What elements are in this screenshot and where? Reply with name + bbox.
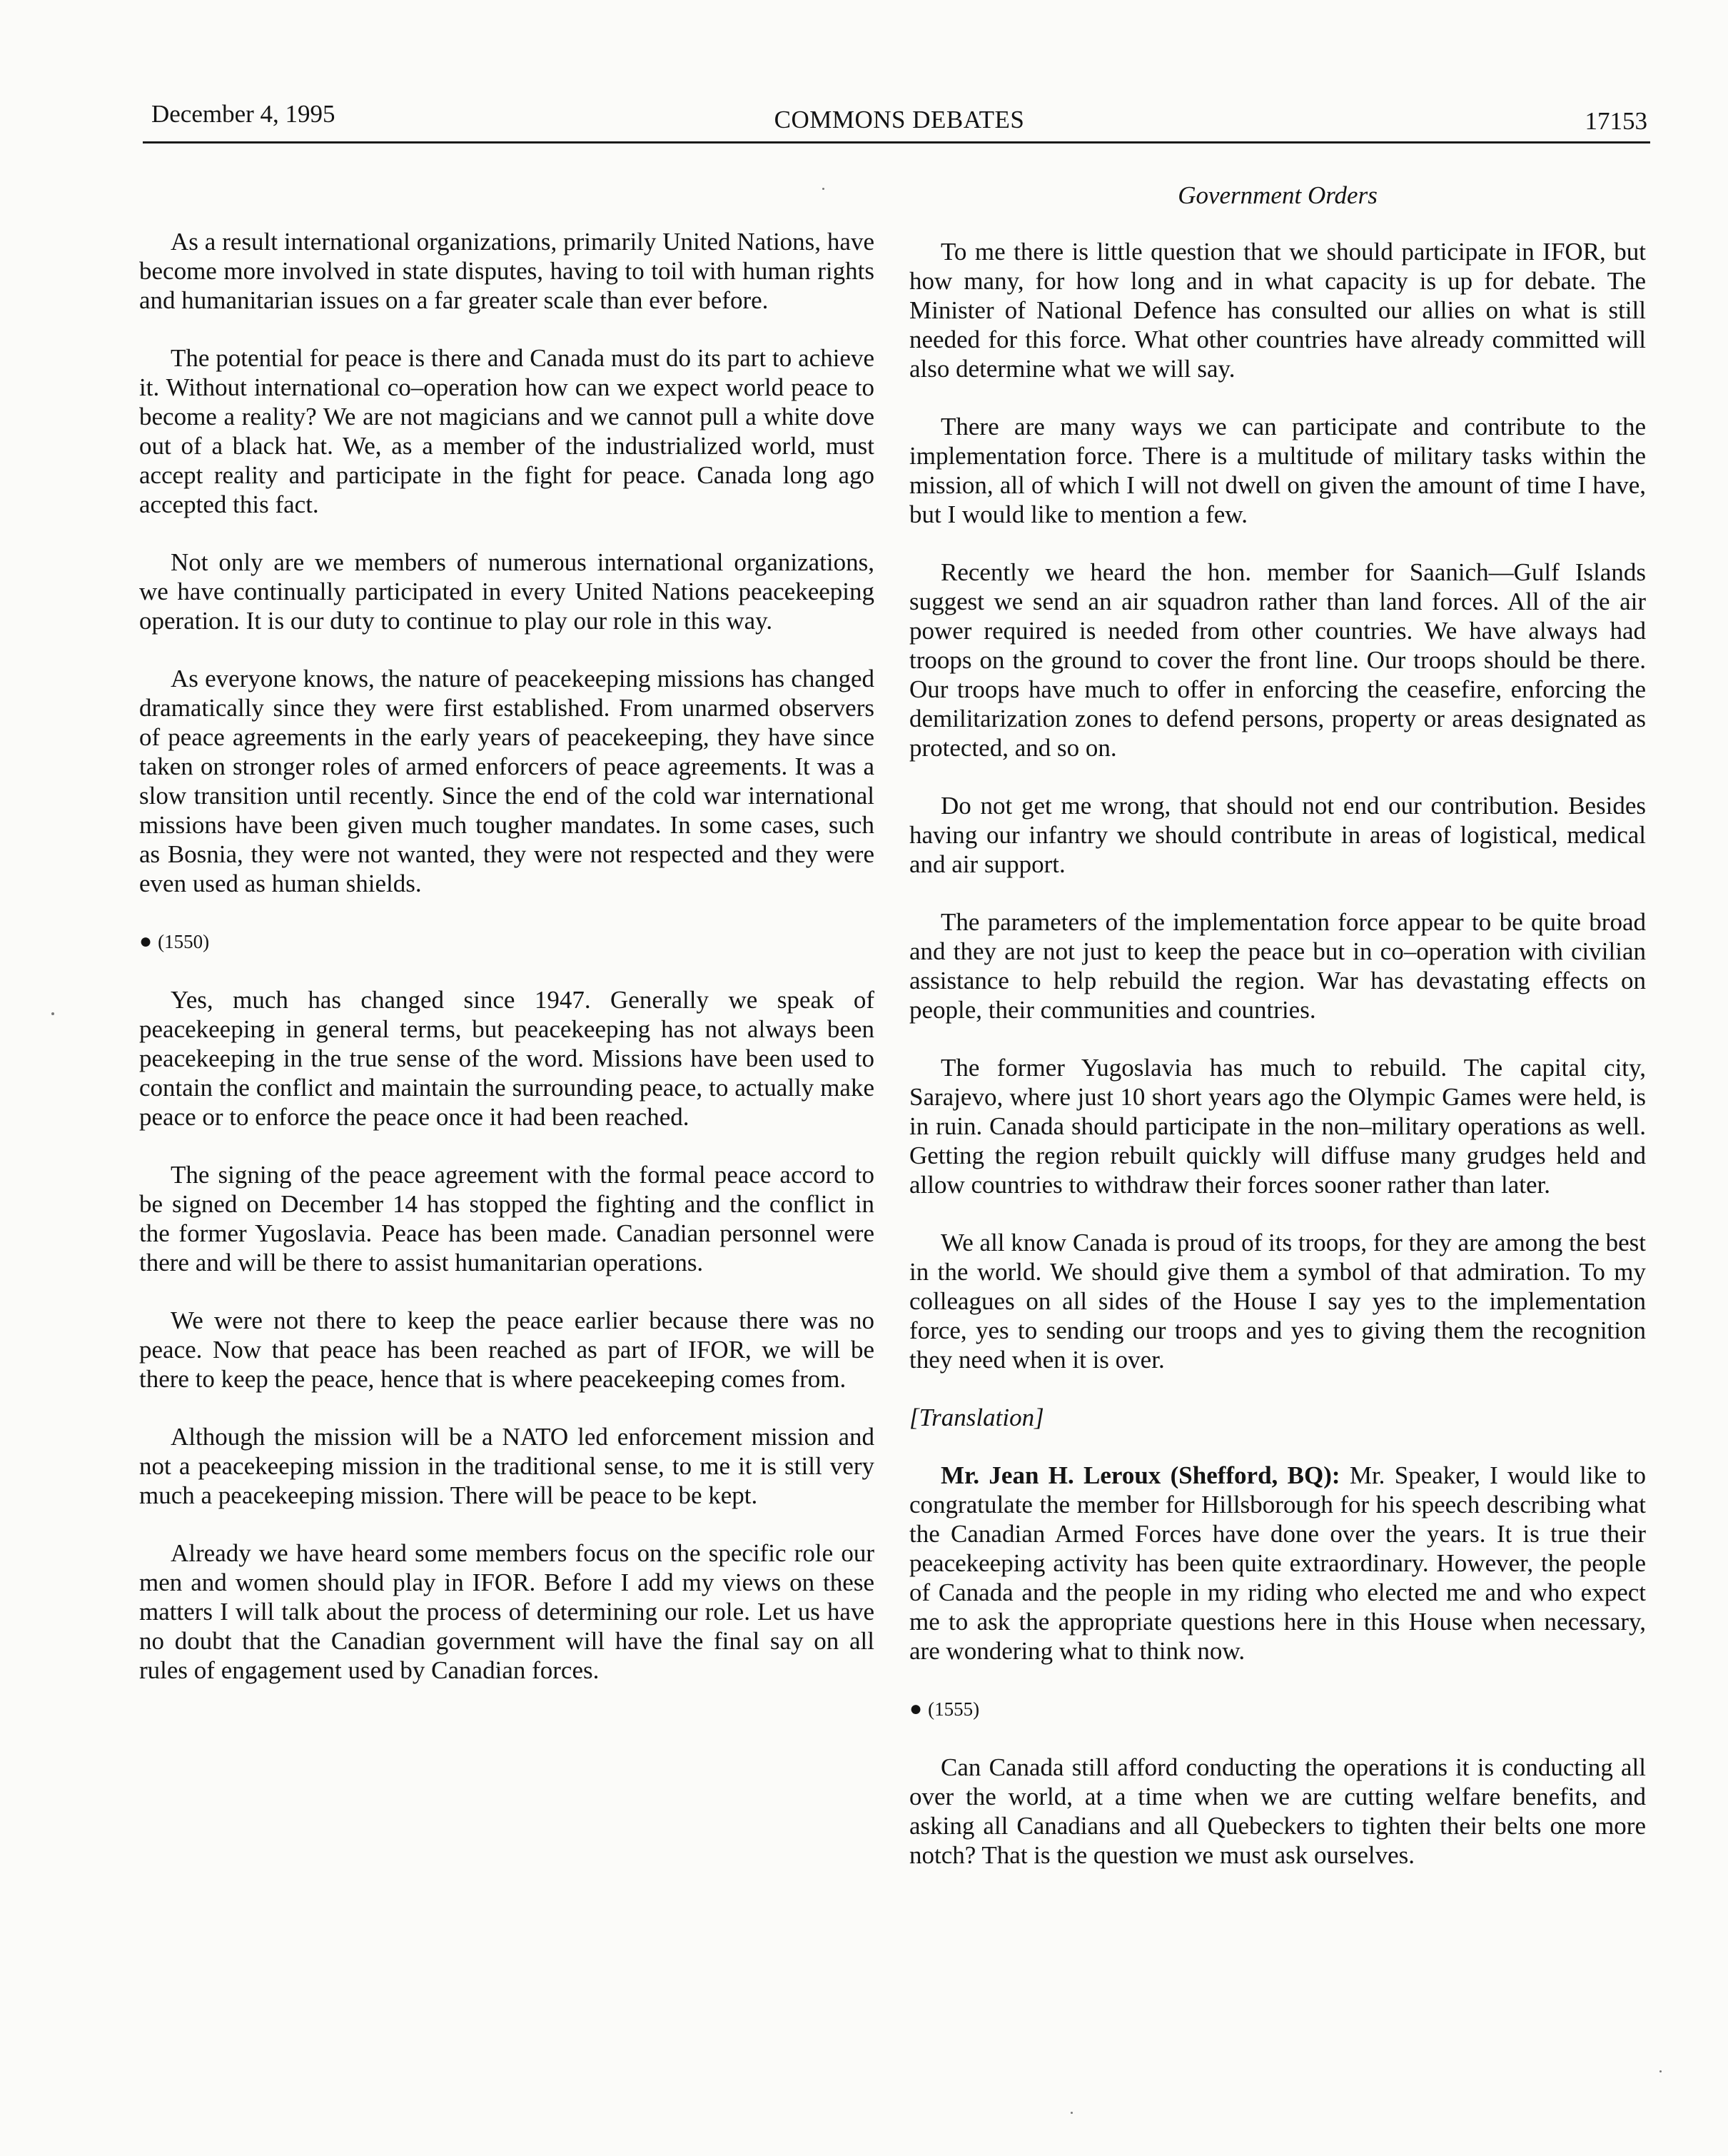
header-date: December 4, 1995 (151, 100, 335, 128)
paragraph: Already we have heard some members focus on the specific role our men and women should play in IFOR. Before I add my views on these matters I will talk about the process of determining our role. Let us have no doubt that the Canadian government will have the final say on all rules of engagement used by Canadian forces. (139, 1539, 874, 1684)
paragraph: Do not get me wrong, that should not end our contribution. Besides having our infantry we should contribute in areas of logistical, medical and air support. (909, 792, 1646, 878)
speech-text: Mr. Speaker, I would like to congratulate the member for Hillsborough for his speech describing what the Canadian Armed Forces have done over the years. It is true their peacekeeping activity has been quite extraordinary. However, the people of Canada and the people in my riding who elected me and who expect me to ask the appropriate questions here in this House when necessary, are wondering what to think now. (909, 1461, 1646, 1665)
paragraph: The former Yugoslavia has much to rebuild. The capital city, Sarajevo, where just 10 short years ago the Olympic Games were held, is in ruin. Canada should participate in the non–military operations as well. Getting the region rebuilt quickly will diffuse many grudges held and allow countries to withdraw their forces sooner rather than later. (909, 1054, 1646, 1199)
right-column (909, 237, 1646, 1898)
paragraph: The potential for peace is there and Canada must do its part to achieve it. Without international co–operation how can we expect world peace to become a reality? We are not magicians and we cannot pull a white dove out of a black hat. We, as a member of the industrialized world, must accept reality and participate in the fight for peace. Canada long ago accepted this fact. (139, 344, 874, 518)
paragraph: The parameters of the implementation force appear to be quite broad and they are not just to keep the peace but in co–operation with civilian assistance to help rebuild the region. War has devastating effects on people, their communities and countries. (909, 908, 1646, 1024)
time-marker-text: (1550) (158, 931, 210, 952)
paragraph: Not only are we members of numerous international organizations, we have continually participated in every United Nations peacekeeping operation. It is our duty to continue to play our role in this way. (139, 548, 874, 635)
section-heading: Government Orders (1178, 181, 1378, 209)
bullet-icon: ● (909, 1697, 923, 1721)
header-publication-title: COMMONS DEBATES (774, 106, 1025, 134)
paragraph: Although the mission will be a NATO led enforcement mission and not a peacekeeping mission in the traditional sense, to me it is still very much a peacekeeping mission. There will be peace to be kept. (139, 1423, 874, 1509)
paragraph: Can Canada still afford conducting the operations it is conducting all over the world, at a time when we are cutting welfare benefits, and asking all Canadians and all Quebeckers to tighten their belts one more notch? That is the question we must ask ourselves. (909, 1753, 1646, 1869)
paragraph: Yes, much has changed since 1947. Generally we speak of peacekeeping in general terms, but peacekeeping has not always been peacekeeping in the true sense of the word. Missions have been used to contain the conflict and maintain the surrounding peace, to actually make peace or to enforce the peace once it had been reached. (139, 986, 874, 1131)
paragraph: As everyone knows, the nature of peacekeeping missions has changed dramatically since they were first established. From unarmed observers of peace agreements in the early years of peacekeeping, they have since taken on stronger roles of armed enforcers of peace agreements. It was a slow transition until recently. Since the end of the cold war international missions have been given much tougher mandates. In some cases, such as Bosnia, they were not wanted, they were not respected and they were even used as human shields. (139, 665, 874, 897)
paragraph: We were not there to keep the peace earlier because there was no peace. Now that peace has been reached as part of IFOR, we will be there to keep the peace, hence that is where peacekeeping comes from. (139, 1306, 874, 1393)
paragraph: There are many ways we can participate and contribute to the implementation force. There is a multitude of military tasks within the mission, all of which I will not dwell on given the amount of time I have, but I would like to mention a few. (909, 413, 1646, 528)
left-column (139, 227, 874, 1713)
time-marker (909, 1694, 1646, 1724)
paragraph: To me there is little question that we should participate in IFOR, but how many, for how long and in what capacity is up for debate. The Minister of National Defence has consulted our allies on what is still needed for this force. What other countries have already committed will also determine what we will say. (909, 238, 1646, 383)
paragraph: We all know Canada is proud of its troops, for they are among the best in the world. We should give them a symbol of that admiration. To my colleagues on all sides of the House I say yes to the implementation force, yes to sending our troops and yes to giving them the recognition they need when it is over. (909, 1229, 1646, 1374)
header-rule (143, 141, 1650, 143)
scan-speck (1071, 2112, 1073, 2114)
scan-speck (822, 188, 824, 190)
page-header (151, 100, 1647, 144)
translation-note: [Translation] (909, 1404, 1044, 1431)
paragraph: As a result international organizations, primarily United Nations, have become more involved in state disputes, having to toil with human rights and humanitarian issues on a far greater scale than ever before. (139, 228, 874, 314)
header-page-number: 17153 (1585, 107, 1647, 135)
paragraph: Recently we heard the hon. member for Saanich—Gulf Islands suggest we send an air squadron rather than land forces. All of the air power required is needed from other countries. We have always had troops on the ground to cover the front line. Our troops should be there. Our troops have much to offer in enforcing the ceasefire, enforcing the demilitarization zones to defend persons, property or areas designated as protected, and so on. (909, 558, 1646, 762)
time-marker-text: (1555) (928, 1698, 980, 1720)
time-marker (139, 927, 874, 957)
scan-speck (51, 1012, 54, 1015)
speaker-name: Mr. Jean H. Leroux (Shefford, BQ): (941, 1461, 1340, 1489)
bullet-icon: ● (139, 930, 153, 953)
paragraph: The signing of the peace agreement with the formal peace accord to be signed on December 14 has stopped the fighting and the conflict in the former Yugoslavia. Peace has been made. Canadian personnel were there and will be there to assist humanitarian operations. (139, 1161, 874, 1276)
scan-speck (1659, 2070, 1662, 2072)
speech-paragraph (909, 1461, 1646, 1666)
